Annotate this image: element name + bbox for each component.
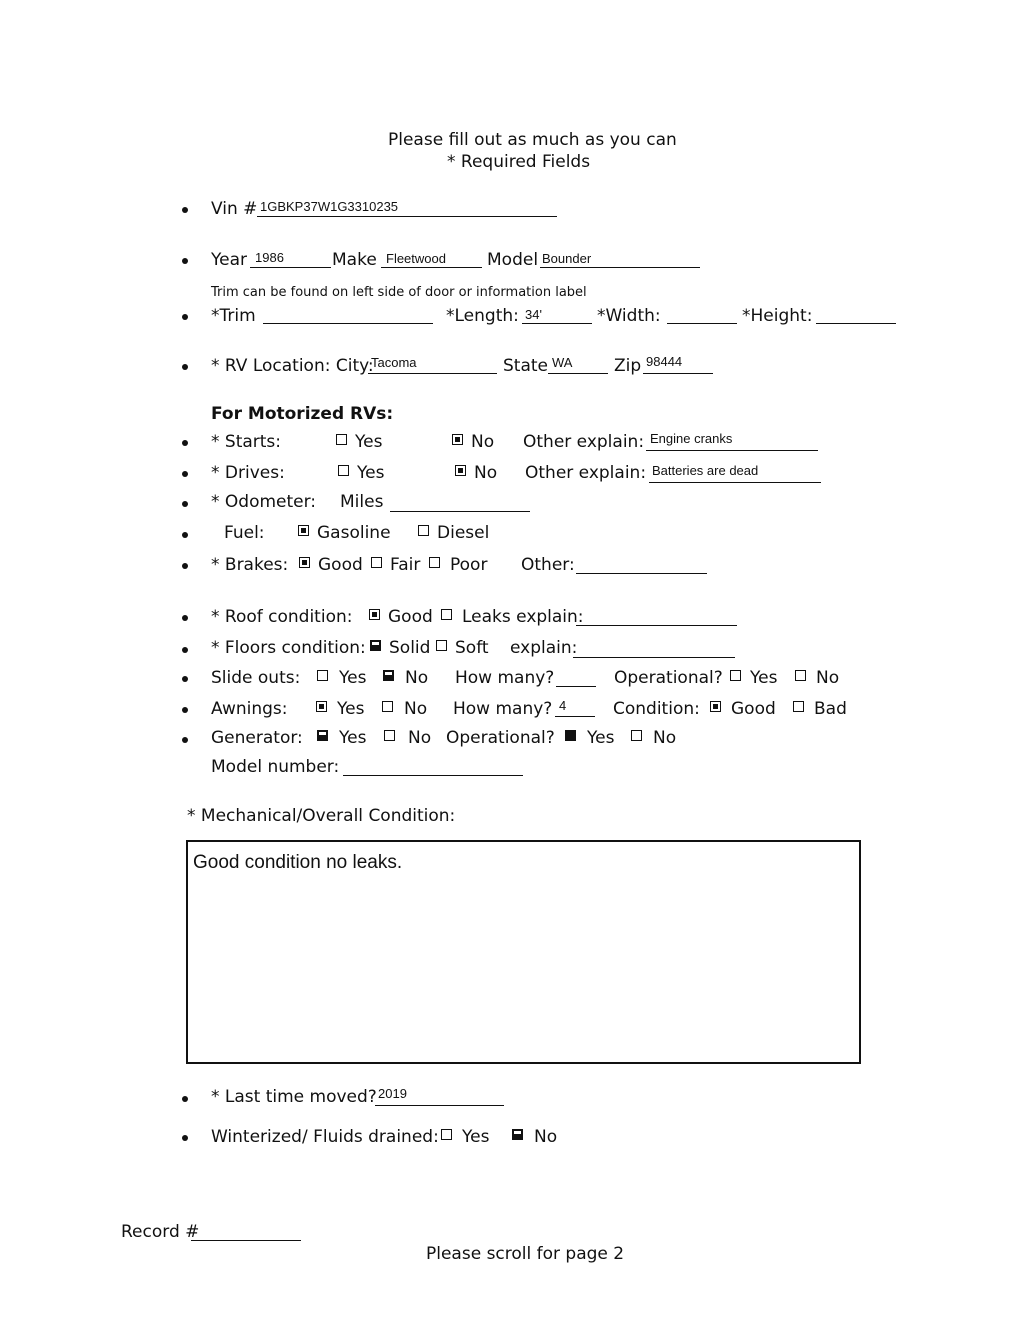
bullet	[182, 501, 188, 507]
height-field[interactable]	[816, 323, 896, 324]
starts-other-field[interactable]	[646, 450, 818, 451]
model-label: Model	[487, 250, 539, 270]
state-value: WA	[552, 355, 573, 370]
starts-no-label: No	[471, 432, 495, 452]
brakes-good-checkbox[interactable]	[299, 557, 310, 568]
awnings-bad-checkbox[interactable]	[793, 701, 804, 712]
roof-label: * Roof condition:	[211, 607, 353, 627]
slideouts-yes-label: Yes	[339, 668, 367, 688]
generator-op-no-label: No	[653, 728, 677, 748]
bullet	[182, 737, 188, 743]
generator-no-label: No	[408, 728, 432, 748]
fuel-diesel-label: Diesel	[437, 523, 490, 543]
starts-yes-checkbox[interactable]	[336, 434, 347, 445]
length-field[interactable]	[522, 323, 592, 324]
vin-label: Vin #	[211, 199, 258, 219]
length-label: *Length:	[446, 306, 519, 326]
awnings-no-label: No	[404, 699, 428, 719]
year-label: Year	[211, 250, 247, 270]
brakes-other-field[interactable]	[576, 573, 707, 574]
winterized-no-checkbox[interactable]	[512, 1129, 523, 1140]
generator-op-yes-checkbox[interactable]	[565, 730, 576, 741]
roof-explain-field[interactable]	[576, 625, 737, 626]
zip-label: Zip	[614, 356, 642, 376]
mechanical-text: Good condition no leaks.	[193, 852, 403, 873]
make-field[interactable]	[381, 267, 482, 268]
width-field[interactable]	[667, 323, 737, 324]
drives-no-label: No	[474, 463, 498, 483]
header-required-note: * Required Fields	[447, 152, 591, 172]
brakes-other-label: Other:	[521, 555, 575, 575]
floors-soft-label: Soft	[455, 638, 489, 658]
floors-explain-field[interactable]	[573, 657, 735, 658]
starts-label: * Starts:	[211, 432, 282, 452]
winterized-yes-checkbox[interactable]	[441, 1129, 452, 1140]
bullet	[182, 1135, 188, 1141]
winterized-yes-label: Yes	[462, 1127, 490, 1147]
generator-yes-checkbox[interactable]	[317, 730, 328, 741]
slideouts-op-no-label: No	[816, 668, 840, 688]
make-value: Fleetwood	[386, 251, 446, 266]
generator-label: Generator:	[211, 728, 303, 748]
bullet	[182, 676, 188, 682]
brakes-fair-label: Fair	[390, 555, 421, 575]
bullet	[182, 364, 188, 370]
vin-field[interactable]	[257, 216, 557, 217]
slideouts-operational-label: Operational?	[614, 668, 723, 688]
slideouts-no-label: No	[405, 668, 429, 688]
slideouts-op-yes-checkbox[interactable]	[730, 670, 741, 681]
roof-good-label: Good	[388, 607, 433, 627]
roof-leaks-checkbox[interactable]	[441, 609, 452, 620]
generator-operational-label: Operational?	[446, 728, 555, 748]
bullet	[182, 440, 188, 446]
year-field[interactable]	[250, 267, 331, 268]
floors-solid-checkbox[interactable]	[370, 640, 381, 651]
slideouts-label: Slide outs:	[211, 668, 301, 688]
awnings-condition-label: Condition:	[613, 699, 700, 719]
generator-no-checkbox[interactable]	[384, 730, 395, 741]
bullet	[182, 563, 188, 569]
mechanical-label: * Mechanical/Overall Condition:	[187, 806, 456, 826]
bullet	[182, 647, 188, 653]
record-field[interactable]	[191, 1240, 301, 1241]
generator-model-label: Model number:	[211, 757, 340, 777]
awnings-howmany-label: How many?	[453, 699, 553, 719]
floors-label: * Floors condition:	[211, 638, 366, 658]
fuel-gasoline-checkbox[interactable]	[298, 525, 309, 536]
drives-yes-checkbox[interactable]	[338, 465, 349, 476]
awnings-label: Awnings:	[211, 699, 288, 719]
generator-op-no-checkbox[interactable]	[631, 730, 642, 741]
bullet	[182, 1096, 188, 1102]
bullet	[182, 314, 188, 320]
starts-other-label: Other explain:	[523, 432, 645, 452]
model-field[interactable]	[540, 267, 700, 268]
awnings-good-label: Good	[731, 699, 776, 719]
city-value: Tacoma	[371, 355, 417, 370]
year-value: 1986	[255, 250, 284, 265]
make-label: Make	[332, 250, 377, 270]
drives-other-value: Batteries are dead	[652, 463, 759, 478]
fuel-label: Fuel:	[224, 523, 265, 543]
bullet	[182, 207, 188, 213]
header-line-1: Please fill out as much as you can	[388, 130, 677, 150]
starts-no-checkbox[interactable]	[452, 434, 463, 445]
awnings-yes-label: Yes	[337, 699, 365, 719]
bullet	[182, 258, 188, 264]
trim-note: Trim can be found on left side of door or information label	[211, 285, 587, 300]
slideouts-count-field[interactable]	[556, 686, 596, 687]
roof-good-checkbox[interactable]	[369, 609, 380, 620]
brakes-good-label: Good	[318, 555, 363, 575]
vin-value: 1GBKP37W1G3310235	[260, 199, 399, 214]
last-moved-field[interactable]	[375, 1105, 504, 1106]
trim-field[interactable]	[263, 323, 433, 324]
zip-field[interactable]	[643, 373, 713, 374]
slideouts-howmany-label: How many?	[455, 668, 555, 688]
length-value: 34'	[525, 307, 542, 322]
width-label: *Width:	[597, 306, 661, 326]
brakes-label: * Brakes:	[211, 555, 289, 575]
model-value: Bounder	[542, 251, 592, 266]
motorized-heading: For Motorized RVs:	[211, 404, 394, 424]
drives-no-checkbox[interactable]	[455, 465, 466, 476]
winterized-label: Winterized/ Fluids drained:	[211, 1127, 439, 1147]
awnings-count-value: 4	[559, 698, 567, 713]
location-label: * RV Location: City:	[211, 356, 374, 376]
state-field[interactable]	[548, 373, 608, 374]
bullet	[182, 471, 188, 477]
floors-solid-label: Solid	[389, 638, 431, 658]
awnings-bad-label: Bad	[814, 699, 847, 719]
generator-op-yes-label: Yes	[587, 728, 615, 748]
drives-other-label: Other explain:	[525, 463, 647, 483]
floors-soft-checkbox[interactable]	[436, 640, 447, 651]
miles-label: Miles	[340, 492, 384, 512]
floors-explain-label: explain:	[510, 638, 578, 658]
winterized-no-label: No	[534, 1127, 558, 1147]
brakes-poor-checkbox[interactable]	[429, 557, 440, 568]
last-moved-label: * Last time moved?	[211, 1087, 377, 1107]
state-label: State	[503, 356, 548, 376]
awnings-good-checkbox[interactable]	[710, 701, 721, 712]
bullet	[182, 707, 188, 713]
drives-label: * Drives:	[211, 463, 285, 483]
trim-label: *Trim	[211, 306, 256, 326]
height-label: *Height:	[742, 306, 813, 326]
awnings-no-checkbox[interactable]	[382, 701, 393, 712]
slideouts-op-no-checkbox[interactable]	[795, 670, 806, 681]
odometer-label: * Odometer:	[211, 492, 317, 512]
awnings-yes-checkbox[interactable]	[316, 701, 327, 712]
awnings-count-field[interactable]	[555, 716, 595, 717]
zip-value: 98444	[646, 354, 683, 369]
miles-field[interactable]	[390, 511, 530, 512]
fuel-gasoline-label: Gasoline	[317, 523, 391, 543]
fuel-diesel-checkbox[interactable]	[418, 525, 429, 536]
drives-yes-label: Yes	[357, 463, 385, 483]
scroll-note: Please scroll for page 2	[426, 1244, 625, 1264]
generator-yes-label: Yes	[339, 728, 367, 748]
starts-yes-label: Yes	[355, 432, 383, 452]
brakes-fair-checkbox[interactable]	[371, 557, 382, 568]
drives-other-field[interactable]	[649, 482, 821, 483]
bullet	[182, 615, 188, 621]
slideouts-yes-checkbox[interactable]	[317, 670, 328, 681]
generator-model-field[interactable]	[343, 775, 523, 776]
bullet	[182, 532, 188, 538]
last-moved-value: 2019	[378, 1086, 407, 1101]
slideouts-op-yes-label: Yes	[750, 668, 778, 688]
city-field[interactable]	[368, 373, 497, 374]
brakes-poor-label: Poor	[450, 555, 488, 575]
starts-other-value: Engine cranks	[650, 431, 733, 446]
record-label: Record #	[121, 1222, 200, 1242]
slideouts-no-checkbox[interactable]	[383, 670, 394, 681]
roof-leaks-label: Leaks explain:	[462, 607, 584, 627]
